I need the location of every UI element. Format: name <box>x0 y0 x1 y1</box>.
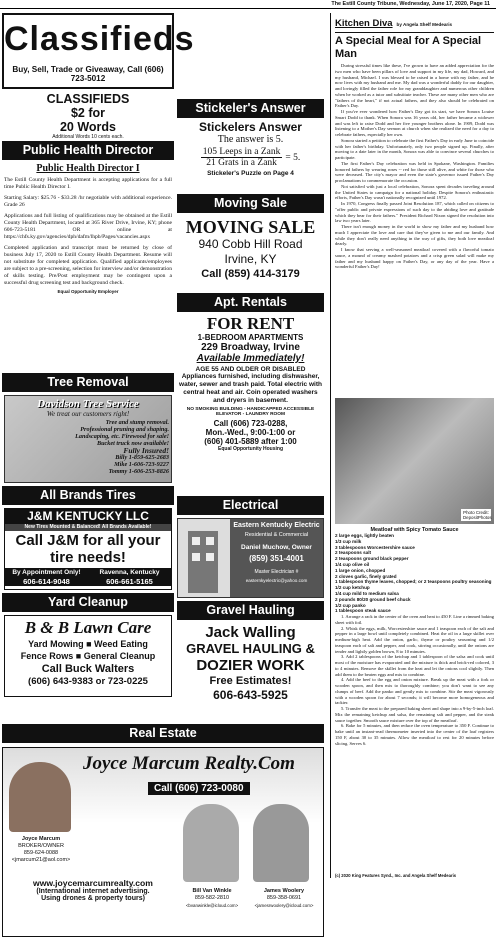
classified-price-box <box>2 89 174 141</box>
section-moving: Moving Sale <box>177 194 324 213</box>
rent-ad <box>177 312 324 496</box>
elec-name: Eastern Kentucky Electric <box>233 522 320 529</box>
health-ad <box>2 160 174 373</box>
realty-a3-phone: 859-358-0691 <box>266 895 302 901</box>
classifieds-title: Classifieds <box>4 20 195 58</box>
price-heading: CLASSIFIEDS <box>46 92 130 106</box>
kitchen-title: A Special Meal for A Special Man <box>335 35 482 60</box>
health-eoe: Equal Opportunity Employer <box>57 289 119 294</box>
realty-call: Call (606) 723-0080 <box>148 782 250 795</box>
kitchen-head: Kitchen Diva <box>335 18 393 29</box>
realty-a1-title: BROKER/OWNER <box>18 843 64 849</box>
tire-ad <box>4 508 172 590</box>
moving-ad <box>177 213 324 293</box>
stickeler-title: Stickelers Answer <box>199 120 302 134</box>
meatloaf-photo <box>335 398 494 524</box>
elec-sub: Residential & Commercial <box>244 532 309 538</box>
kitchen-paragraph: There isn't enough money in the world to show my father and my husband how much I appreciate the love and care that they've given to me and our family. And while they don't really need anything in the way of gifts, they both love meatloaf dearly. <box>335 224 494 247</box>
recipe-title: Meatloaf with Spicy Tomato Sauce <box>370 527 459 533</box>
section-gravel: Gravel Hauling <box>177 601 324 620</box>
tree-ad-l4: Bucket truck now available! <box>96 440 169 447</box>
realty-a1-email: <jmarcum21@aol.com> <box>11 857 71 863</box>
price-words: 20 Words <box>59 120 117 134</box>
realty-a1-name: Joyce Marcum <box>21 836 61 842</box>
health-p3: Applications and full listing of qualifications may be obtained at the Estill County Health Department, located at 365 River Drive, Irvine, KY; phone 606-723-5181 OR online at https://chfs.ky.gov/agencies/dph/dafm/lhpb/Pages/vacancies.aspx <box>4 213 172 240</box>
realty-a1-phone: 859-624-0088 <box>23 850 59 856</box>
agent-photo-james <box>253 804 309 882</box>
rent-l2: 229 Broadway, Irvine <box>201 342 300 353</box>
page-header: The Estill County Tribune, Wednesday, June 17, 2020, Page 11 <box>0 0 496 9</box>
tire-ad-appt: By Appointment Only! <box>12 569 81 576</box>
recipe-step: 3. Add 2 tablespoons of the ketchup and 1 tablespoon of the salsa and cook until most of the moisture has evaporated and the mixture is thick and brick-red colored, 3 to 4 minutes. Remove the skillet from the heat and let the onions cool slightly. Then add them to the beaten eggs and mix to combine. <box>335 654 494 677</box>
section-real-estate: Real Estate <box>2 724 324 743</box>
health-p1: The Estill County Health Department is accepting applications for a full time Public Health Director I. <box>4 177 172 190</box>
rent-l9: Mon.-Wed., 9:00-1:00 or <box>205 428 296 437</box>
health-p4: Completed application and transcript must be returned by close of business July 17, 2020 to Estill County Health Department. Resume will not substitute for completed application. Qualified applicants/employees are subject to a pre-screening, selection for interview and/or demonstration of skills testing. Pre/Post employment may be contingent upon a successful drug screening test and background check. <box>4 245 172 286</box>
ingredient-item: 1 tablespoon thyme leaves, chopped; or 2 teaspoons poultry seasoning <box>335 579 492 585</box>
section-stickeler: Stickeler's Answer <box>177 99 324 118</box>
tree-ad-name: Davidson Tree Service <box>37 398 139 410</box>
stickeler-l1: The answer is 5. <box>217 134 284 145</box>
agent-photo-joyce <box>9 762 71 832</box>
elec-owner: Daniel Muchow, Owner <box>241 544 312 551</box>
moving-call: Call (859) 414-3179 <box>201 268 300 280</box>
tire-ad-sub: New Tires Mounted & Balanced! All Brands Available! <box>5 524 171 531</box>
realty-a2-email: <bvanwinkle@icloud.com> <box>185 903 239 908</box>
elec-lic: Master Electrician # <box>254 569 299 575</box>
ingredient-item: 2 pounds 80/20 ground beef chuck <box>335 596 411 602</box>
tree-ad-p1: Billy 1-859-625-2683 <box>115 454 169 461</box>
tree-ad-p2: Mike 1-606-723-9227 <box>114 461 169 468</box>
stickeler-l3: 21 Grats in a Zank <box>206 158 277 168</box>
ingredient-item: 1/2 cup panko <box>335 602 366 608</box>
rent-l1: 1-BEDROOM APARTMENTS <box>197 333 304 342</box>
kitchen-paragraph: Not satisfied with just a local celebration, Sonora spent decades traveling around the United States to campaign for a national holiday. Despite Sonora's enthusiastic efforts, Father's Day wasn't nationally recognized until 1972. <box>335 183 494 201</box>
health-p2: Starting Salary: $25.76 - $33.28 /hr negotiable with additional experience. Grade 26 <box>4 195 172 208</box>
lawn-ad-name: B & B Lawn Care <box>24 618 152 637</box>
ingredient-list <box>335 533 494 614</box>
lawn-ad-l1: Yard Mowing ■ Weed Eating <box>28 639 148 649</box>
kitchen-credit: (c) 2020 King Features Synd., Inc. and Angela Shelf Medearis <box>335 873 457 879</box>
kitchen-byline: by Angela Shelf Medearis <box>396 22 453 27</box>
rent-l4: AGE 55 AND OLDER OR DISABLED <box>195 366 306 373</box>
recipe-step: 5. Transfer the meat to the prepared baking sheet and shape into a 9-by-5-inch loaf. Mix the remaining ketchup and salsa, the remaining salt and pepper, and the steak sauce together. Smooth sauce mixture over the top of the meatloaf. <box>335 706 494 723</box>
tree-ad-p3: Tommy 1-606-253-8826 <box>108 468 169 475</box>
recipe-step: 6. Bake for 5 minutes, and then reduce the oven temperature to 350 F. Continue to bake until an instant-read thermometer inserted into the center of the loaf registers 150 F, about 30 to 35 minutes. Allow the meatloaf to rest for 20 minutes before slicing. Serves 6. <box>335 723 494 746</box>
section-tree: Tree Removal <box>2 373 174 392</box>
section-tires: All Brands Tires <box>2 486 174 505</box>
price-note: Additional Words 10 cents each. <box>52 134 124 140</box>
gravel-l4: Free Estimates! <box>209 675 292 687</box>
tire-ad-city: Ravenna, Kentucky <box>99 569 160 576</box>
ingredient-item: 2 teaspoons salt <box>335 550 371 556</box>
recipe-steps <box>335 614 494 872</box>
tire-ad-name: J&M KENTUCKY LLC <box>5 509 171 524</box>
tree-ad-l2: Professional pruning and shaping. <box>80 426 169 433</box>
left-column <box>2 13 195 700</box>
ingredient-item: 3 tablespoons Worcestershire sauce <box>335 544 415 550</box>
price-amount: $2 for <box>70 106 106 120</box>
lawn-ad-l3: Call Buck Walters <box>41 663 135 675</box>
ingredient-item: 2 cloves garlic, finely grated <box>335 573 397 579</box>
stickeler-l2: 105 Leeps in a Zank <box>202 147 281 157</box>
ingredient-item: 1 large onion, chopped <box>335 567 386 573</box>
recipe-step: 4. Add the beef to the egg and onion mixture. Break up the meat with a fork or wooden spoon, and then mix to thoroughly combine; you don't want to see any clumps of beef. Add the panko and gently mix to combine. Stir the meat vigorously with a wooden spoon for about 7 seconds; it will become more homogeneous and tackier. <box>335 677 494 706</box>
realty-a3-name: James Woolery <box>263 888 305 894</box>
gravel-ad <box>177 620 324 704</box>
realty-a2-name: Bill Van Winkle <box>192 888 232 894</box>
tire-ad-call: Call J&M for all your tire needs! <box>15 532 161 566</box>
ingredient-item: 1/4 cup mild to medium salsa <box>335 590 399 596</box>
kitchen-paragraph: The first Father's Day celebration was held in Spokane, Washington. Families honored fathers by wearing roses -- red for those still alive, and white for those who were deceased. The city's mayor and even the state's governor issued Father's Day proclamations to commemorate the occasion. <box>335 160 494 183</box>
realty-web: www.joycemarcumrealty.com <box>33 878 153 888</box>
realty-name: Joyce Marcum Realty.Com <box>83 753 295 774</box>
tree-ad-l5: Fully Insured! <box>123 446 169 455</box>
recipe-step: 2. Whisk the eggs, milk, Worcestershire sauce and 1 teaspoon each of the salt and pepper in a large bowl until completely combined. Heat the oil in a large skillet over medium-high heat. Add the onion, garlic, thyme or poultry seasoning and 1/2 teaspoon each of salt and pepper, and cook, stirring occasionally, until the onions are tender and lightly golden brown, 8 to 10 minutes. <box>335 625 494 654</box>
tire-ad-phone1: 606-614-9048 <box>23 577 70 586</box>
gravel-l1: Jack Walling <box>205 624 296 641</box>
section-yard: Yard Cleanup <box>2 593 174 612</box>
tree-ad-l1: Tree and stump removal. <box>105 419 169 426</box>
tree-ad-l3: Landscaping, etc. Firewood for sale! <box>75 433 169 440</box>
gravel-l5: 606-643-5925 <box>213 688 288 702</box>
section-electrical: Electrical <box>177 496 324 515</box>
rent-title: FOR RENT <box>206 314 295 333</box>
moving-title: MOVING SALE <box>185 217 316 237</box>
recipe-step: 1. Arrange a rack in the center of the oven and heat to 450 F. Line a rimmed baking sheet with foil. <box>335 614 494 625</box>
ingredient-item: 1/3 cup milk <box>335 538 362 544</box>
classifieds-subtitle: Buy, Sell, Trade or Giveaway, Call (606) 723-5012 <box>12 65 164 83</box>
ingredient-item: 2 large eggs, lightly beaten <box>335 533 394 538</box>
lawn-ad-l4: (606) 643-9383 or 723-0225 <box>28 676 148 687</box>
kitchen-paragraph: During stressful times like these, I've grown to have an added appreciation for the two men who have been pillars of love and support in my life, my dad, Howard, and my husband, Michael. I was blessed to be raised in a home with my father, and he now lives with my husband and me. My dad was a wonderful daddy for our daughter, and lovingly filled the father role for my granddaughter and numerous other children when he worked as a tutor and substitute teacher. These are many other men who are "fathers of the heart," if not actual fathers, and they also should be celebrated on Father's Day. <box>335 63 494 109</box>
realty-a3-email: <jamesrwoolery@icloud.com> <box>254 903 314 908</box>
realty-ad <box>2 747 324 937</box>
rent-l11: Equal Opportunity Housing <box>218 446 283 452</box>
middle-column <box>177 13 324 704</box>
tree-ad-tag: We treat our customers right! <box>46 410 130 418</box>
section-public-health: Public Health Director <box>2 141 174 160</box>
ingredient-item: 2 teaspoons ground black pepper <box>335 556 409 562</box>
moving-addr: 940 Cobb Hill Road <box>198 237 303 251</box>
building-image <box>178 519 230 597</box>
stickeler-eq: = 5. <box>285 152 301 163</box>
elec-email: easternkyelectric@yahoo.com <box>245 578 308 583</box>
lawn-ad <box>4 615 172 697</box>
kitchen-paragraph: In 1970, Congress finally passed Joint Resolution 187, which called on citizens to "offer public and private expressions of such day to the abiding love and gratitude which they bear for their fathers." President Richard Nixon signed the resolution into law two years later. <box>335 201 494 224</box>
stickeler-puzzle: Stickeler's Puzzle on Page 4 <box>207 170 294 177</box>
rent-l6: NO SMOKING BUILDING - HANDICAPPED ACCESSIBLE <box>186 407 315 412</box>
health-title: Public Health Director I <box>36 163 140 174</box>
photo-credit: Photo Credit: DepositPhotos <box>463 510 492 520</box>
realty-web3: Using drones & property tours) <box>41 895 145 902</box>
agent-photo-bill <box>183 804 239 882</box>
kitchen-column <box>330 13 494 878</box>
kitchen-body <box>335 63 494 395</box>
rent-l5: Appliances furnished, including dishwasher, water, sewer and trash paid. Total electric with central heat and air. Coin operated washers and dryers in basement. <box>179 373 322 404</box>
ingredient-item: 1 tablespoon steak sauce <box>335 608 391 614</box>
moving-city: Irvine, KY <box>224 252 277 266</box>
tree-ad <box>4 395 172 483</box>
tire-ad-phone2: 606-661-5165 <box>106 577 153 586</box>
gravel-l2: GRAVEL HAULING & <box>186 641 315 656</box>
rent-l8: Call (606) 723-0288, <box>213 419 288 428</box>
ingredient-item: 1/4 cup olive oil <box>335 561 370 567</box>
elec-phone: (859) 351-4001 <box>249 554 304 563</box>
rent-l10: (606) 401-5889 after 1:00 <box>204 437 297 446</box>
rent-l7: ELEVATOR - LAUNDRY ROOM <box>215 412 286 417</box>
kitchen-paragraph: I know that serving a well-seasoned meatloaf covered with a flavorful tomato sauce, a mound of creamy mashed potatoes and a crisp green salad will make my father and my husband happy on Father's Day, or any day of the year. Have a wonderful Father's Day! <box>335 247 494 270</box>
classifieds-masthead <box>2 13 195 89</box>
gravel-l3: DOZIER WORK <box>196 657 305 674</box>
real-estate-section <box>2 724 324 937</box>
lawn-ad-l2: Fence Rows ■ General Cleanup <box>20 651 156 661</box>
section-apt: Apt. Rentals <box>177 293 324 312</box>
stickeler-box <box>177 118 324 194</box>
realty-web2: (International internet advertising. <box>36 888 150 895</box>
kitchen-paragraph: Sonora started a petition to celebrate the first Father's Day in early June to coincide with her father's birthday. Unfortunately, only two people signed up. Finally, after moving to a date later in the month, Sonora was able to convince several churches to participate. <box>335 137 494 160</box>
ingredient-item: 1/2 cup ketchup <box>335 585 370 591</box>
rent-l3: Available Immediately! <box>196 353 305 364</box>
realty-a2-phone: 859-582-2810 <box>194 895 230 901</box>
elec-ad <box>177 518 324 598</box>
kitchen-paragraph: If you've ever wondered how Father's Day got its start, we have Sonora Louise Smart Dodd to thank. When Sonora was 16 years old, her father became a widower and was left to raise Dodd and her five younger brothers alone. In 1909, Dodd was listening to a Mother's Day sermon at church when she realized the need for a day to celebrate fathers, especially her own. <box>335 109 494 137</box>
